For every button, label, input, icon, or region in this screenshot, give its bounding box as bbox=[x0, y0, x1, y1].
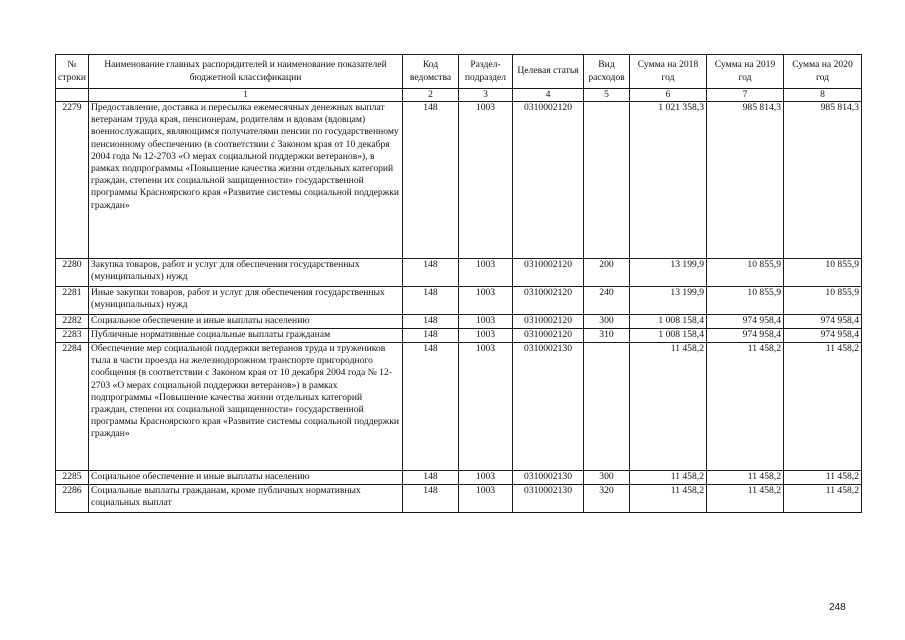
row-section: 1003 bbox=[459, 485, 513, 513]
row-section: 1003 bbox=[459, 102, 513, 259]
row-section: 1003 bbox=[459, 343, 513, 471]
column-number: 6 bbox=[630, 89, 707, 102]
budget-table bbox=[55, 54, 862, 513]
column-number: 3 bbox=[459, 89, 513, 102]
row-target: 0310002130 bbox=[513, 471, 584, 485]
row-sum-2020: 10 855,9 bbox=[784, 259, 862, 287]
row-dept-code: 148 bbox=[403, 315, 459, 329]
row-sum-2018: 11 458,2 bbox=[630, 485, 707, 513]
row-sum-2019: 974 958,4 bbox=[707, 329, 784, 343]
row-sum-2019: 11 458,2 bbox=[707, 343, 784, 471]
table-row bbox=[56, 471, 862, 485]
row-target: 0310002120 bbox=[513, 287, 584, 315]
row-dept-code: 148 bbox=[403, 485, 459, 513]
table-row bbox=[56, 102, 862, 259]
row-sum-2019: 10 855,9 bbox=[707, 287, 784, 315]
row-dept-code: 148 bbox=[403, 259, 459, 287]
row-exp-type: 310 bbox=[584, 329, 630, 343]
header-sum-2020: Сумма на 2020 год bbox=[784, 55, 862, 89]
row-name: Закупка товаров, работ и услуг для обеспечения государственных (муниципальных) нужд bbox=[89, 259, 403, 287]
table-row bbox=[56, 329, 862, 343]
header-target: Целевая статья bbox=[513, 55, 584, 89]
row-number: 2281 bbox=[56, 287, 89, 315]
row-sum-2018: 1 008 158,4 bbox=[630, 315, 707, 329]
row-exp-type: 320 bbox=[584, 485, 630, 513]
header-exp-type: Вид расходов bbox=[584, 55, 630, 89]
row-exp-type bbox=[584, 102, 630, 259]
header-sum-2018: Сумма на 2018 год bbox=[630, 55, 707, 89]
row-sum-2018: 13 199,9 bbox=[630, 287, 707, 315]
row-name: Иные закупки товаров, работ и услуг для обеспечения государственных (муниципальных) нужд bbox=[89, 287, 403, 315]
row-target: 0310002120 bbox=[513, 102, 584, 259]
row-sum-2018: 1 008 158,4 bbox=[630, 329, 707, 343]
table-header bbox=[56, 55, 862, 102]
column-number: 8 bbox=[784, 89, 862, 102]
column-number: 4 bbox=[513, 89, 584, 102]
row-target: 0310002120 bbox=[513, 315, 584, 329]
header-section: Раздел-подраздел bbox=[459, 55, 513, 89]
row-sum-2019: 985 814,3 bbox=[707, 102, 784, 259]
table-row bbox=[56, 259, 862, 287]
row-exp-type: 300 bbox=[584, 315, 630, 329]
table-row bbox=[56, 485, 862, 513]
column-number: 7 bbox=[707, 89, 784, 102]
row-sum-2018: 11 458,2 bbox=[630, 471, 707, 485]
table-row bbox=[56, 287, 862, 315]
row-dept-code: 148 bbox=[403, 343, 459, 471]
column-number: 2 bbox=[403, 89, 459, 102]
row-sum-2020: 974 958,4 bbox=[784, 329, 862, 343]
row-sum-2019: 11 458,2 bbox=[707, 471, 784, 485]
row-section: 1003 bbox=[459, 471, 513, 485]
row-name: Социальное обеспечение и иные выплаты населению bbox=[89, 315, 403, 329]
row-sum-2018: 1 021 358,3 bbox=[630, 102, 707, 259]
column-number: 1 bbox=[89, 89, 403, 102]
row-exp-type: 240 bbox=[584, 287, 630, 315]
row-number: 2279 bbox=[56, 102, 89, 259]
row-sum-2020: 10 855,9 bbox=[784, 287, 862, 315]
row-target: 0310002130 bbox=[513, 485, 584, 513]
row-sum-2020: 11 458,2 bbox=[784, 471, 862, 485]
row-section: 1003 bbox=[459, 329, 513, 343]
row-exp-type: 300 bbox=[584, 471, 630, 485]
row-name: Предоставление, доставка и пересылка ежемесячных денежных выплат ветеранам труда края, пенсионерам, родителям и вдовам (вдовцам) военнослужащих, являющимся получателями пенсии по государственному пенсионному обеспечению (в соответствии с Законом края от 10 декабря 2004 года № 12-2703 «О мерах социальной поддержки ветеранов»), в рамках подпрограммы «Повышение качества жизни отдельных категорий граждан, степени их социальной защищенности» государственной программы Красноярского края «Развитие системы социальной поддержки граждан» bbox=[89, 102, 403, 259]
row-section: 1003 bbox=[459, 259, 513, 287]
column-number: 5 bbox=[584, 89, 630, 102]
row-sum-2018: 11 458,2 bbox=[630, 343, 707, 471]
column-number-row bbox=[56, 89, 862, 102]
row-target: 0310002130 bbox=[513, 343, 584, 471]
column-number bbox=[56, 89, 89, 102]
row-number: 2280 bbox=[56, 259, 89, 287]
row-sum-2020: 11 458,2 bbox=[784, 485, 862, 513]
row-name: Социальные выплаты гражданам, кроме публичных нормативных социальных выплат bbox=[89, 485, 403, 513]
row-sum-2019: 11 458,2 bbox=[707, 485, 784, 513]
header-name: Наименование главных распорядителей и наименование показателей бюджетной классификации bbox=[89, 55, 403, 89]
row-sum-2019: 974 958,4 bbox=[707, 315, 784, 329]
header-dept-code: Код ведомства bbox=[403, 55, 459, 89]
row-number: 2285 bbox=[56, 471, 89, 485]
row-dept-code: 148 bbox=[403, 287, 459, 315]
header-row-no: № строки bbox=[56, 55, 89, 89]
row-number: 2282 bbox=[56, 315, 89, 329]
table-row bbox=[56, 343, 862, 471]
row-number: 2283 bbox=[56, 329, 89, 343]
row-sum-2020: 985 814,3 bbox=[784, 102, 862, 259]
row-name: Публичные нормативные социальные выплаты гражданам bbox=[89, 329, 403, 343]
table-row bbox=[56, 315, 862, 329]
row-name: Обеспечение мер социальной поддержки ветеранов труда и тружеников тыла в части проезда на железнодорожном транспорте пригородного сообщения (в соответствии с Законом края от 10 декабря 2004 года № 12-2703 «О мерах социальной поддержки ветеранов») в рамках подпрограммы «Повышение качества жизни отдельных категорий граждан, степени их социальной защищенности» государственной программы Красноярского края «Развитие системы социальной поддержки граждан» bbox=[89, 343, 403, 471]
row-sum-2020: 974 958,4 bbox=[784, 315, 862, 329]
row-sum-2018: 13 199,9 bbox=[630, 259, 707, 287]
row-name: Социальное обеспечение и иные выплаты населению bbox=[89, 471, 403, 485]
row-dept-code: 148 bbox=[403, 102, 459, 259]
row-section: 1003 bbox=[459, 287, 513, 315]
row-sum-2019: 10 855,9 bbox=[707, 259, 784, 287]
row-sum-2020: 11 458,2 bbox=[784, 343, 862, 471]
table-body bbox=[56, 102, 862, 513]
row-target: 0310002120 bbox=[513, 329, 584, 343]
row-dept-code: 148 bbox=[403, 329, 459, 343]
page-number: 248 bbox=[829, 602, 846, 613]
row-number: 2286 bbox=[56, 485, 89, 513]
row-target: 0310002120 bbox=[513, 259, 584, 287]
header-sum-2019: Сумма на 2019 год bbox=[707, 55, 784, 89]
row-dept-code: 148 bbox=[403, 471, 459, 485]
row-exp-type: 200 bbox=[584, 259, 630, 287]
row-section: 1003 bbox=[459, 315, 513, 329]
row-exp-type bbox=[584, 343, 630, 471]
row-number: 2284 bbox=[56, 343, 89, 471]
